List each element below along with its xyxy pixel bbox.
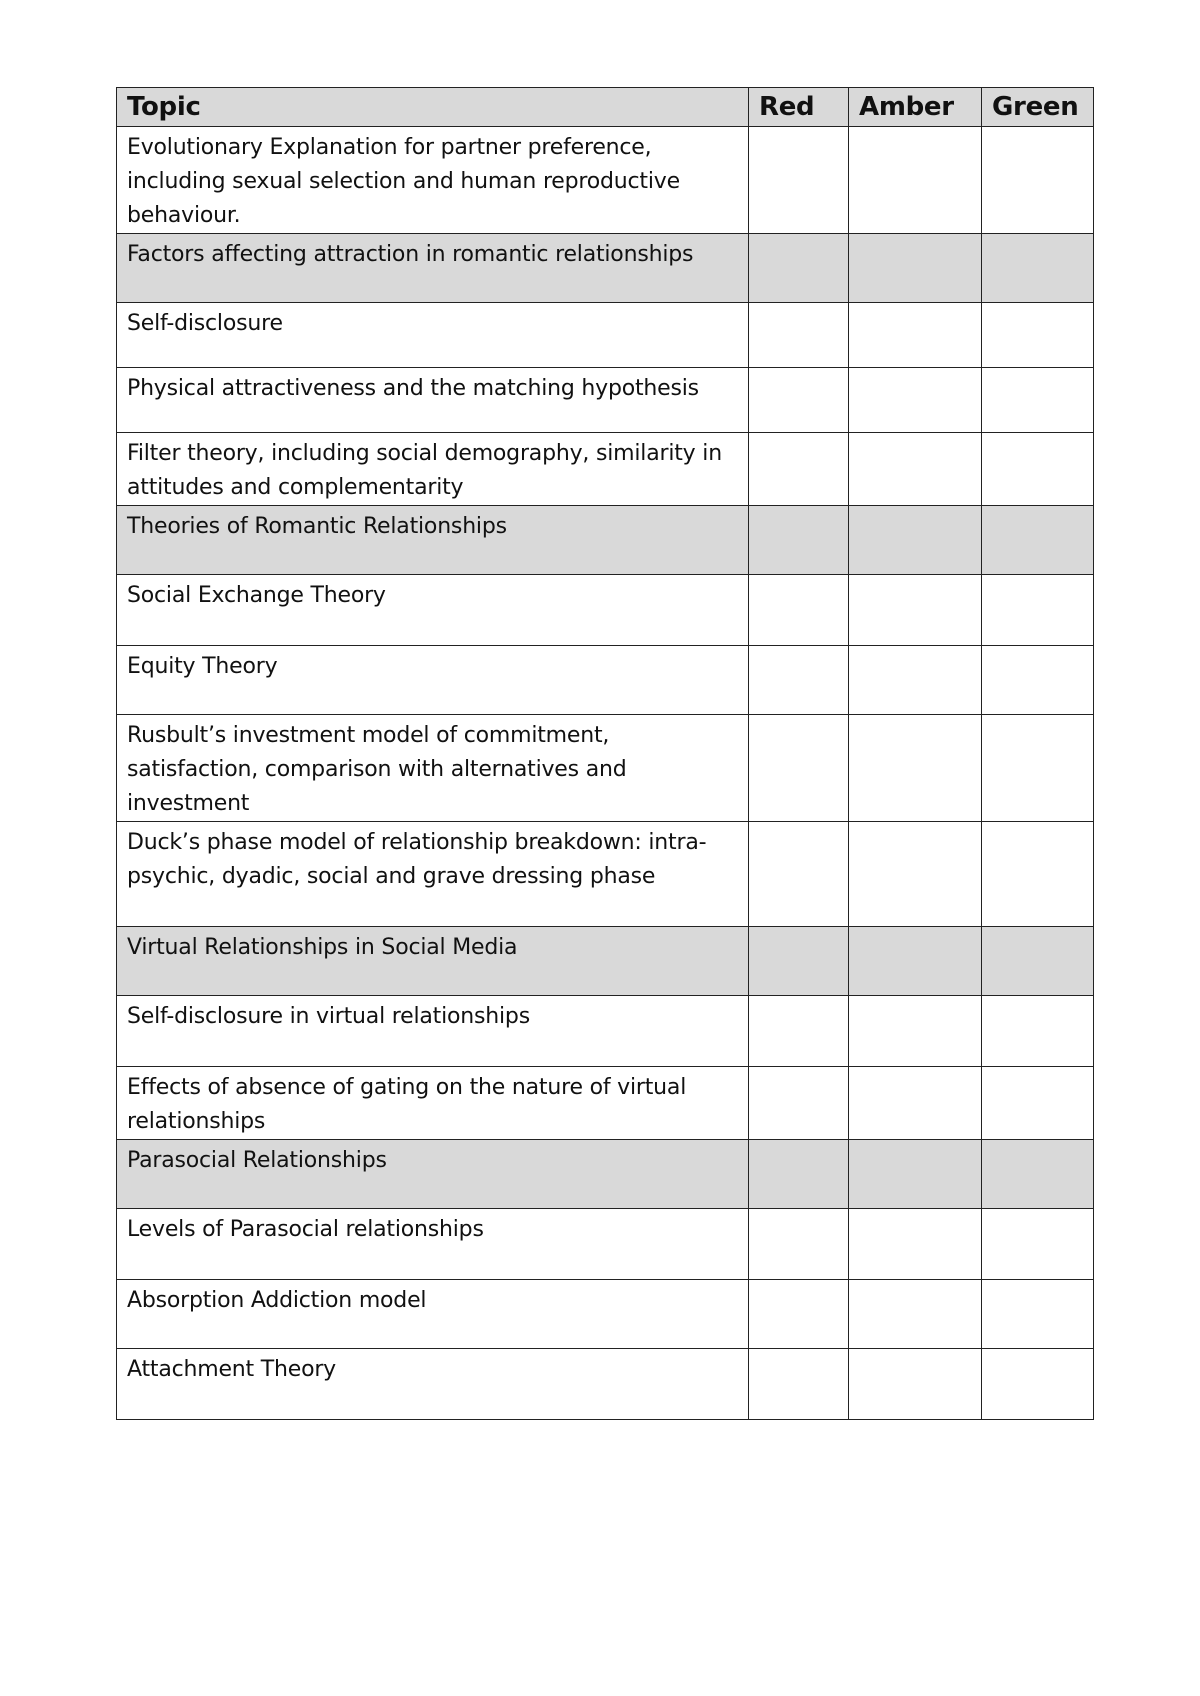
red-rating-cell[interactable] (749, 303, 849, 368)
header-red: Red (749, 88, 849, 127)
amber-rating-cell[interactable] (849, 927, 982, 996)
amber-rating-cell[interactable] (849, 1209, 982, 1280)
amber-rating-cell[interactable] (849, 575, 982, 646)
green-rating-cell[interactable] (982, 303, 1094, 368)
red-rating-cell[interactable] (749, 715, 849, 822)
red-rating-cell[interactable] (749, 234, 849, 303)
green-rating-cell[interactable] (982, 1140, 1094, 1209)
amber-rating-cell[interactable] (849, 1067, 982, 1140)
green-rating-cell[interactable] (982, 575, 1094, 646)
table-row (117, 575, 1094, 646)
header-topic: Topic (117, 88, 749, 127)
topic-cell: Levels of Parasocial relationships (117, 1209, 749, 1280)
table-row (117, 1280, 1094, 1349)
topic-cell: Attachment Theory (117, 1349, 749, 1420)
table-row (117, 996, 1094, 1067)
section-row (117, 927, 1094, 996)
topic-cell: Effects of absence of gating on the nature of virtual relationships (117, 1067, 749, 1140)
section-row (117, 506, 1094, 575)
table-row (117, 1349, 1094, 1420)
topic-cell: Self-disclosure in virtual relationships (117, 996, 749, 1067)
green-rating-cell[interactable] (982, 506, 1094, 575)
green-rating-cell[interactable] (982, 1067, 1094, 1140)
green-rating-cell[interactable] (982, 368, 1094, 433)
green-rating-cell[interactable] (982, 1280, 1094, 1349)
amber-rating-cell[interactable] (849, 368, 982, 433)
green-rating-cell[interactable] (982, 127, 1094, 234)
red-rating-cell[interactable] (749, 575, 849, 646)
topic-cell: Physical attractiveness and the matching hypothesis (117, 368, 749, 433)
table-row (117, 127, 1094, 234)
green-rating-cell[interactable] (982, 433, 1094, 506)
red-rating-cell[interactable] (749, 368, 849, 433)
topic-cell: Filter theory, including social demography, similarity in attitudes and complementarity (117, 433, 749, 506)
red-rating-cell[interactable] (749, 1349, 849, 1420)
amber-rating-cell[interactable] (849, 1349, 982, 1420)
table-row (117, 646, 1094, 715)
red-rating-cell[interactable] (749, 1067, 849, 1140)
green-rating-cell[interactable] (982, 822, 1094, 927)
green-rating-cell[interactable] (982, 715, 1094, 822)
section-heading-cell: Parasocial Relationships (117, 1140, 749, 1209)
red-rating-cell[interactable] (749, 433, 849, 506)
section-heading-cell: Theories of Romantic Relationships (117, 506, 749, 575)
section-heading-cell: Virtual Relationships in Social Media (117, 927, 749, 996)
amber-rating-cell[interactable] (849, 506, 982, 575)
topic-cell: Absorption Addiction model (117, 1280, 749, 1349)
amber-rating-cell[interactable] (849, 433, 982, 506)
table-row (117, 368, 1094, 433)
red-rating-cell[interactable] (749, 1280, 849, 1349)
amber-rating-cell[interactable] (849, 1280, 982, 1349)
amber-rating-cell[interactable] (849, 996, 982, 1067)
section-row (117, 234, 1094, 303)
table-row (117, 822, 1094, 927)
red-rating-cell[interactable] (749, 127, 849, 234)
section-row (117, 1140, 1094, 1209)
green-rating-cell[interactable] (982, 996, 1094, 1067)
red-rating-cell[interactable] (749, 927, 849, 996)
section-heading-cell: Factors affecting attraction in romantic relationships (117, 234, 749, 303)
topic-cell: Equity Theory (117, 646, 749, 715)
green-rating-cell[interactable] (982, 1349, 1094, 1420)
topic-cell: Rusbult’s investment model of commitment, satisfaction, comparison with alternatives and investment (117, 715, 749, 822)
green-rating-cell[interactable] (982, 1209, 1094, 1280)
topic-cell: Duck’s phase model of relationship breakdown: intra-psychic, dyadic, social and grave dressing phase (117, 822, 749, 927)
topic-cell: Self-disclosure (117, 303, 749, 368)
table-row (117, 715, 1094, 822)
table-row (117, 433, 1094, 506)
topic-cell: Evolutionary Explanation for partner preference, including sexual selection and human reproductive behaviour. (117, 127, 749, 234)
rag-revision-table (116, 87, 1094, 1420)
green-rating-cell[interactable] (982, 646, 1094, 715)
red-rating-cell[interactable] (749, 1140, 849, 1209)
amber-rating-cell[interactable] (849, 303, 982, 368)
red-rating-cell[interactable] (749, 506, 849, 575)
amber-rating-cell[interactable] (849, 822, 982, 927)
amber-rating-cell[interactable] (849, 234, 982, 303)
table-row (117, 1209, 1094, 1280)
amber-rating-cell[interactable] (849, 1140, 982, 1209)
red-rating-cell[interactable] (749, 646, 849, 715)
green-rating-cell[interactable] (982, 234, 1094, 303)
header-green: Green (982, 88, 1094, 127)
table-row (117, 303, 1094, 368)
amber-rating-cell[interactable] (849, 646, 982, 715)
table-row (117, 1067, 1094, 1140)
amber-rating-cell[interactable] (849, 715, 982, 822)
red-rating-cell[interactable] (749, 996, 849, 1067)
red-rating-cell[interactable] (749, 822, 849, 927)
red-rating-cell[interactable] (749, 1209, 849, 1280)
green-rating-cell[interactable] (982, 927, 1094, 996)
header-row (117, 88, 1094, 127)
topic-cell: Social Exchange Theory (117, 575, 749, 646)
amber-rating-cell[interactable] (849, 127, 982, 234)
header-amber: Amber (849, 88, 982, 127)
